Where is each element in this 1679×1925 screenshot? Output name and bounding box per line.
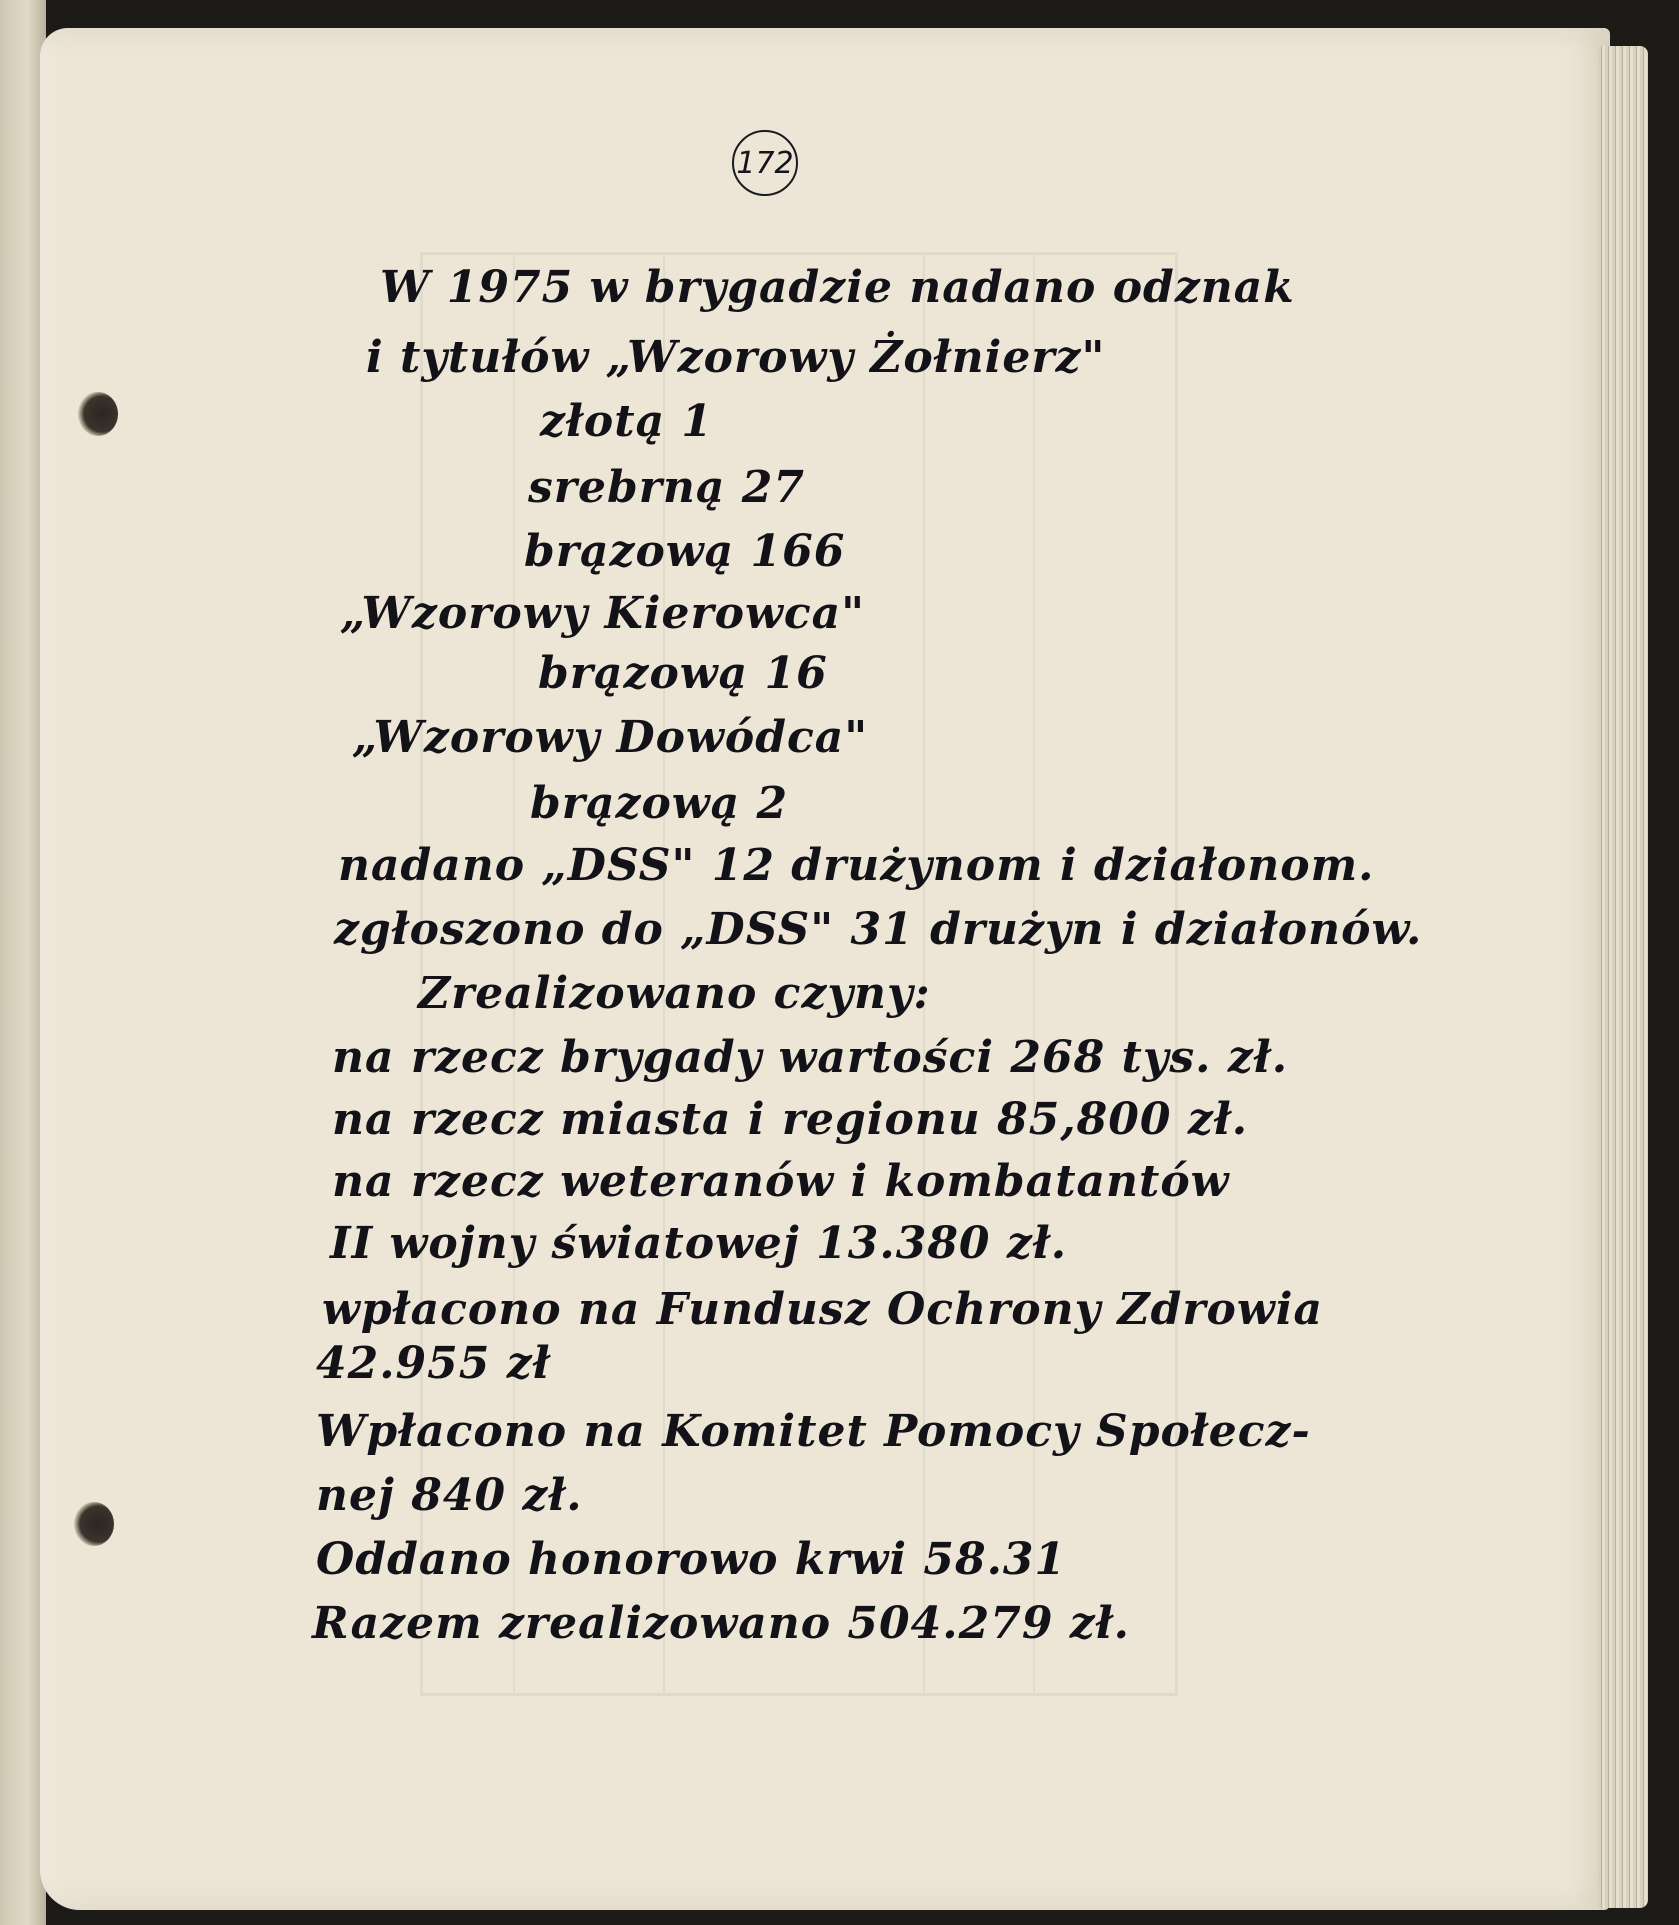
text-line: na rzecz miasta i regionu 85,800 zł. [332,1094,1249,1145]
text-line: wpłacono na Fundusz Ochrony Zdrowia [322,1284,1324,1335]
text-line: Razem zrealizowano 504.279 zł. [312,1598,1130,1649]
text-line: 42.955 zł [316,1338,551,1389]
binder-hole-top [78,392,118,436]
binder-hole-bottom [74,1502,114,1546]
text-line: II wojny światowej 13.380 zł. [330,1218,1068,1269]
text-line: na rzecz weteranów i kombatantów [332,1156,1230,1207]
text-line: brązową 16 [538,648,828,699]
page-number: 172 [732,130,798,196]
text-line: zgłoszono do „DSS" 31 drużyn i działonów. [334,904,1423,955]
text-line: W 1975 w brygadzie nadano odznak [380,262,1295,313]
text-line: „Wzorowy Kierowca" [340,588,866,639]
text-line: złotą 1 [540,396,714,447]
text-line: nadano „DSS" 12 drużynom i działonom. [338,840,1375,891]
text-line: nej 840 zł. [316,1470,583,1521]
text-line: Oddano honorowo krwi 58.31 [316,1534,1067,1585]
page-stack-edges [1598,46,1648,1908]
text-line: „Wzorowy Dowódca" [352,712,869,763]
text-line: na rzecz brygady wartości 268 tys. zł. [332,1032,1289,1083]
text-line: Zrealizowano czyny: [418,968,931,1019]
text-line: srebrną 27 [528,462,805,513]
text-line: brązową 166 [524,526,846,577]
text-line: brązową 2 [530,778,789,829]
text-line: i tytułów „Wzorowy Żołnierz" [366,332,1106,383]
text-line: Wpłacono na Komitet Pomocy Społecz- [316,1406,1311,1457]
